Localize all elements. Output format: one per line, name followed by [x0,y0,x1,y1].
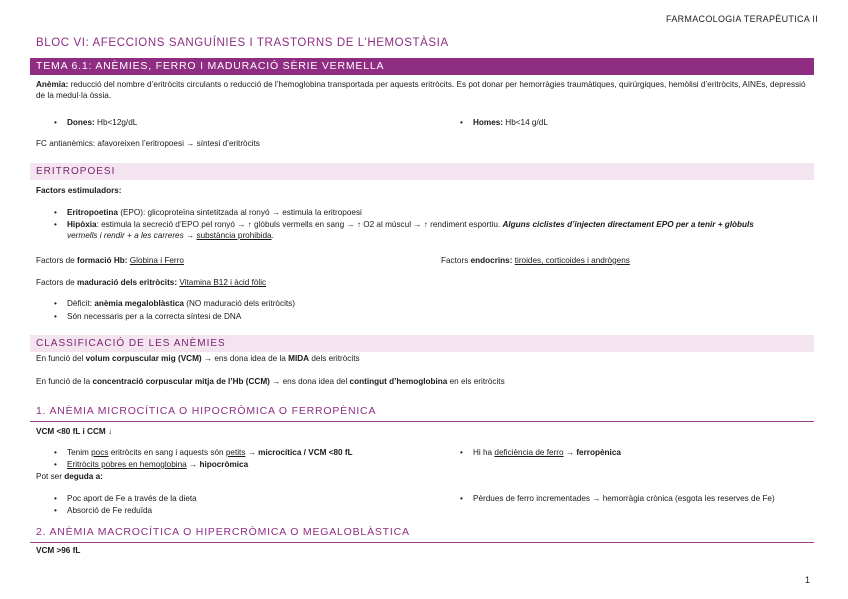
epo-term: Eritropoetina [67,208,118,217]
formacio-hb [36,256,416,267]
anemia-definition [36,80,814,101]
micro-b1-petits: petits [225,448,246,457]
cause-3-text: Pèrdues de ferro incrementades → hemorràgia crònica (esgota les reserves de Fe) [473,494,775,503]
homes-value: Hb<14 g/dL [503,118,548,127]
hipoxia-arrow: → [183,230,197,240]
factors-endocrins [441,256,630,267]
vcm-mid: → ens dona idea de la [201,354,289,363]
dones-item [30,118,137,129]
vcm-pre: En funció del [36,354,86,363]
maduracio-pre: Factors de [36,278,77,287]
ccm-mid: → ens dona idea del [269,377,350,386]
section-microcitica [30,405,814,422]
ccm-bold: concentració corpuscular mitja de l’Hb (CCM) [92,377,270,386]
formacio-pre: Factors de [36,256,77,265]
vcm-post: dels eritròcits [309,354,360,363]
maduracio-eritrocits [36,278,814,289]
cause-item-2 [30,506,152,517]
endocrins-pre: Factors [441,256,471,265]
micro-b3-bold: ferropènica [576,448,621,457]
macrocitica-criteri [36,546,814,557]
micro-b1-mid: eritròcits en sang i aquests són [108,448,226,457]
pot-ser-deguda [36,472,814,483]
fc-antianemics: FC antianèmics: afavoreixen l’eritropoesi → síntesi d’eritròcits [36,139,260,148]
deficit-pre: Dèficit: [67,299,95,308]
anemia-term: Anèmia: [36,80,69,89]
section-eritropoesi [30,163,814,180]
micro-b1-pre: Tenim [67,448,92,457]
microcitica-criteri-text: VCM <80 fL i CCM ↓ [36,427,113,436]
stim-title-text: Factors estimuladors: [36,186,122,195]
vcm-bold-2: MIDA [288,354,310,363]
homes-label: Homes: [473,118,504,127]
tema-title-band [30,58,814,75]
deficit-post: (NO maduració dels eritròcits) [183,299,295,308]
maduracio-value: Vitamina B12 i àcid fòlic [179,278,267,287]
deficit-item [30,299,295,310]
micro-b2-underline: Eritròcits pobres en hemoglobina [67,460,187,469]
micro-b2-arrow: → [186,460,200,469]
vcm-line [36,354,814,365]
dones-value: Hb<12g/dL [94,118,138,127]
stim-title [36,186,814,197]
homes-item [436,118,548,129]
ccm-line [36,377,814,388]
hipoxia-text: : estimula la secreció d’EPO pel ronyó → ↑ glòbuls vermells en sang → ↑ O2 al múscul → ↑ rendiment esportiu. [96,220,503,229]
ccm-post: en els eritròcits [447,377,505,386]
micro-bullet-3 [436,448,621,459]
hipoxia-italic-2: vermells i rendir + a les carreres [67,230,184,240]
hipoxia-item [30,220,814,241]
necessaris-item [30,312,241,323]
section-macrocitica [30,526,814,543]
endocrins-value: tiroides, corticoides i andrògens [514,256,630,265]
cause-item-1 [30,494,197,505]
vcm-bold: volum corpuscular mig (VCM) [85,354,202,363]
hipoxia-term: Hipòxia [67,220,97,229]
cause-item-3 [436,494,775,505]
micro-b2-bold: hipocròmica [199,460,249,469]
micro-b3-underline: deficiència de ferro [494,448,564,457]
cause-1-text: Poc aport de Fe a través de la dieta [67,494,197,503]
hipoxia-italic: Alguns ciclistes d’injecten directament EPO per a tenir + glòbuls [502,220,754,229]
cause-2-text: Absorció de Fe reduïda [67,506,153,515]
micro-b1-pocs: pocs [91,448,109,457]
pot-bold: deguda a: [64,472,103,481]
section-classificacio-title: CLASSIFICACIÓ DE LES ANÈMIES [36,338,226,349]
micro-b1-arrow: → [245,448,259,457]
substancia-prohibida: substància prohibida [196,230,272,240]
section-eritropoesi-title: ERITROPOESI [36,166,116,177]
macrocitica-criteri-text: VCM >96 fL [36,546,81,555]
micro-bullet-1 [30,448,353,459]
formacio-bold: formació Hb: [76,256,128,265]
section-classificacio [30,335,814,352]
formacio-value: Globina i Ferro [129,256,184,265]
epo-text: (EPO): glicoproteïna sintetitzada al ronyó → estimula la eritropoesi [117,208,362,217]
maduracio-bold: maduració dels eritròcits: [76,278,178,287]
section-macrocitica-title: 2. ANÈMIA MACROCÍTICA O HIPERCRÒMICA O MEGALOBLÀSTICA [36,526,410,538]
micro-b3-pre: Hi ha [473,448,495,457]
microcitica-criteri [36,427,814,438]
ccm-pre: En funció de la [36,377,93,386]
necessaris-text: Són necessaris per a la correcta síntesi de DNA [67,312,242,321]
micro-bullet-2 [30,460,248,471]
bloc-title: BLOC VI: AFECCIONS SANGUÍNIES I TRASTORNS DE L’HEMOSTÀSIA [36,37,449,49]
page-number: 1 [804,575,810,586]
section-microcitica-title: 1. ANÈMIA MICROCÍTICA O HIPOCRÒMICA O FERROPÈNICA [36,405,377,417]
course-header: FARMACOLOGIA TERAPÈUTICA II [666,14,818,24]
pot-pre: Pot ser [36,472,65,481]
deficit-bold: anèmia megaloblàstica [94,299,184,308]
anemia-text: reducció del nombre d’eritròcits circulants o reducció de l’hemoglobina transportada per aquests eritròcits. Es pot donar per hemorràgies traumàtiques, quirúrgiques, hemòlisi d’eritròcits, AINEs, depressió de la medul·la òssia. [36,80,806,100]
hipoxia-end: . [271,230,274,240]
tema-title: TEMA 6.1: ANÈMIES, FERRO I MADURACIÓ SÈRIE VERMELLA [36,60,385,72]
epo-item [30,208,810,219]
ccm-bold-2: contingut d’hemoglobina [349,377,448,386]
dones-label: Dones: [67,118,95,127]
micro-b1-bold: microcítica / VCM <80 fL [258,448,353,457]
endocrins-bold: endocrins: [470,256,513,265]
micro-b3-arrow: → [563,448,577,457]
